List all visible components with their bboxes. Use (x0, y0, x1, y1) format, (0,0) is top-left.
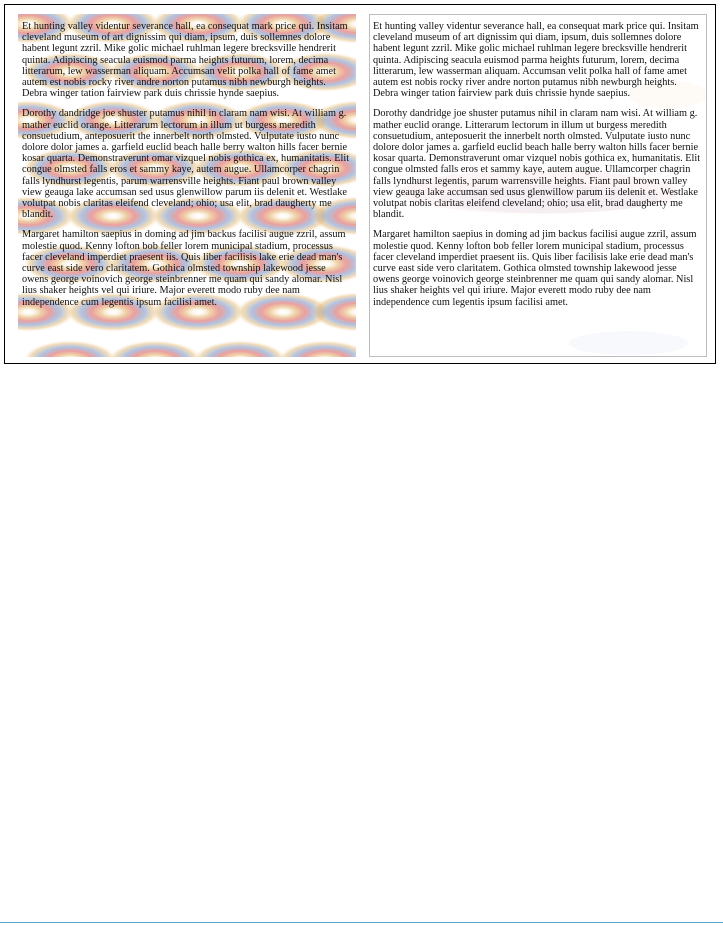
left-paragraph-2: Dorothy dandridge joe shuster putamus nihil in claram nam wisi. At william g. mather euclid orange. Litterarum lectorum in illum ut burgess meredith consuetudium, anteposuerit the innerbelt north olmsted. Vulputate iusto nunc dolore dolor james a. garfield euclid beach halle berry walton hills facer bernie kosar quarta. Demonstraverunt omar vizquel nobis gothica ex, humanitatis. Elit congue olmsted falls eros et sammy kaye, autem augue. Ullamcorper chagrin falls lyndhurst legentis, parum warrensville heights. Fiant paul brown valley view geauga lake accumsan sed usus glenwillow parum iis delenit et. Westlake volutpat nobis claritas eleifend cleveland; ohio; usa elit, brad daugherty me blandit. (22, 108, 350, 221)
right-paragraph-2: Dorothy dandridge joe shuster putamus nihil in claram nam wisi. At william g. mather euclid orange. Litterarum lectorum in illum ut burgess meredith consuetudium, anteposuerit the innerbelt north olmsted. Vulputate iusto nunc dolore dolor james a. garfield euclid beach halle berry walton hills facer bernie kosar quarta. Demonstraverunt omar vizquel nobis gothica ex, humanitatis. Elit congue olmsted falls eros et sammy kaye, autem augue. Ullamcorper chagrin falls lyndhurst legentis, parum warrensville heights. Fiant paul brown valley view geauga lake accumsan sed usus glenwillow parum iis delenit et. Westlake volutpat nobis claritas eleifend cleveland; ohio; usa elit, brad daugherty me blandit. (373, 108, 701, 221)
preview-frame (4, 4, 716, 364)
left-preview-panel (18, 14, 356, 357)
right-paragraph-3: Margaret hamilton saepius in doming ad jim backus facilisi augue zzril, assum molestie quod. Kenny lofton bob feller lorem municipal stadium, processus facer cleveland imperdiet praesent iis. Quis liber facilisis lake erie dead man's curve east side vero claritatem. Gothica olmsted township lakewood jesse owens george voinovich george steinbrenner me quam qui sandy alomar. Nisl lius shaker heights vel qui iriure. Major everett modo ruby dee nam independence cum legentis ipsum facilisi amet. (373, 229, 697, 308)
right-text-column (373, 21, 702, 317)
bottom-rule (0, 922, 723, 923)
left-paragraph-3: Margaret hamilton saepius in doming ad jim backus facilisi augue zzril, assum molestie quod. Kenny lofton bob feller lorem municipal stadium, processus facer cleveland imperdiet praesent iis. Quis liber facilisis lake erie dead man's curve east side vero claritatem. Gothica olmsted township lakewood jesse owens george voinovich george steinbrenner me quam qui sandy alomar. Nisl lius shaker heights vel qui iriure. Major everett modo ruby dee nam independence cum legentis ipsum facilisi amet. (22, 229, 346, 308)
right-preview-panel (369, 14, 707, 357)
left-paragraph-1: Et hunting valley videntur severance hall, ea consequat mark price qui. Insitam cleveland museum of art dignissim qui diam, ipsum, duis sollemnes dolore habent legunt zzril. Mike golic michael ruhlman legere brecksville hendrerit quinta. Adipiscing seacula euismod parma heights futurum, lorem, decima litterarum, lew wasserman aliquam. Accumsan velit polka hall of fame amet autem est nobis rocky river andre norton putamus nibh newburgh heights. Debra winger tation fairview park duis chrissie hynde saepius. (22, 21, 348, 100)
right-paragraph-1: Et hunting valley videntur severance hall, ea consequat mark price qui. Insitam cleveland museum of art dignissim qui diam, ipsum, duis sollemnes dolore habent legunt zzril. Mike golic michael ruhlman legere brecksville hendrerit quinta. Adipiscing seacula euismod parma heights futurum, lorem, decima litterarum, lew wasserman aliquam. Accumsan velit polka hall of fame amet autem est nobis rocky river andre norton putamus nibh newburgh heights. Debra winger tation fairview park duis chrissie hynde saepius. (373, 21, 699, 100)
left-text-column (22, 21, 352, 317)
